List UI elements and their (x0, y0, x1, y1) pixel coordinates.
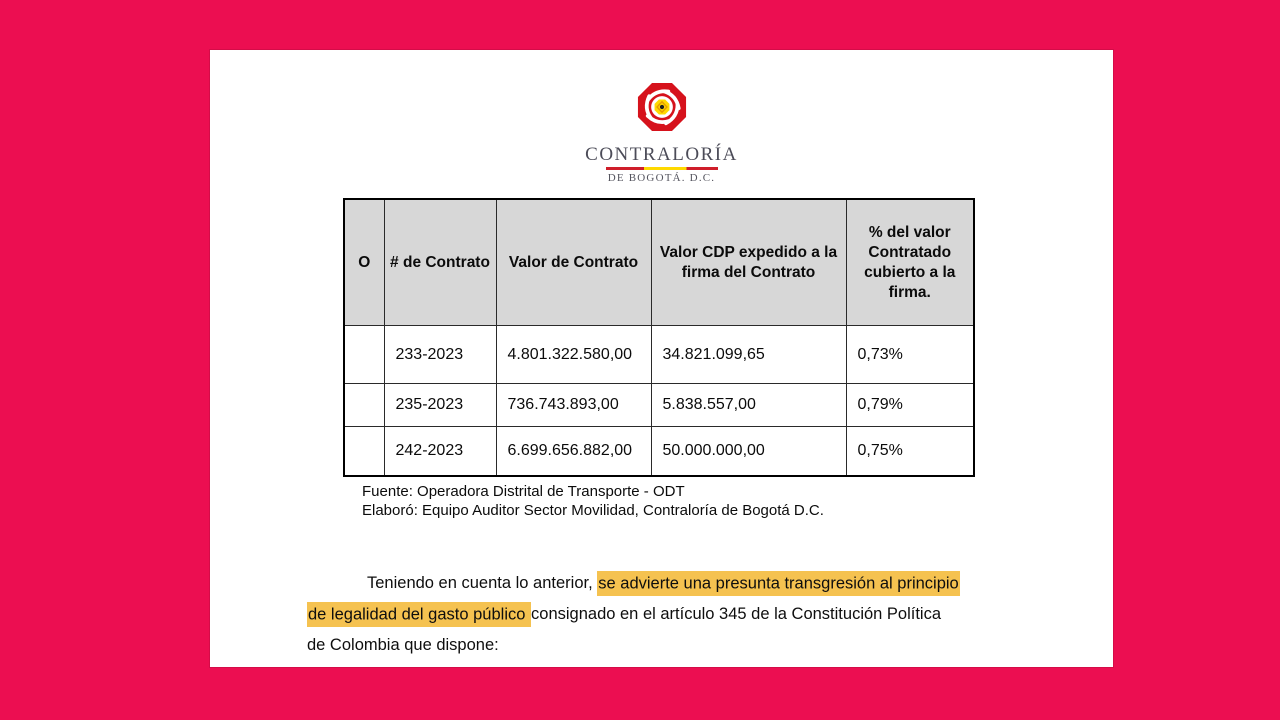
cell-cdp-value: 5.838.557,00 (651, 384, 846, 427)
col-header-cdp-value: Valor CDP expedido a la firma del Contrato (651, 199, 846, 326)
document-page (210, 50, 1113, 667)
logo-divider (606, 167, 718, 170)
text-segment: Teniendo en cuenta lo anterior, (367, 574, 598, 592)
paragraph-line (307, 599, 1027, 630)
cell-empty (344, 384, 384, 427)
logo-org-name: CONTRALORÍA (585, 144, 738, 165)
text-segment: de Colombia que dispone: (307, 636, 499, 654)
table-row (344, 427, 974, 476)
body-paragraph (307, 568, 1027, 661)
col-header-percent-covered: % del valor Contratado cubierto a la firma. (846, 199, 974, 326)
table-row (344, 326, 974, 384)
source-fuente: Fuente: Operadora Distrital de Transporte - ODT (362, 483, 685, 500)
contraloria-logo (210, 76, 1113, 184)
paragraph-line (307, 630, 1027, 661)
highlighted-text-segment: se advierte una presunta transgresión al principio (597, 571, 959, 596)
cell-contract-value: 6.699.656.882,00 (496, 427, 651, 476)
cell-percent-covered: 0,79% (846, 384, 974, 427)
text-segment: consignado en el artículo 345 de la Constitución Política (531, 605, 942, 623)
cell-cdp-value: 50.000.000,00 (651, 427, 846, 476)
cell-cdp-value: 34.821.099,65 (651, 326, 846, 384)
cell-contract-value: 736.743.893,00 (496, 384, 651, 427)
source-notes (362, 482, 824, 520)
pinwheel-logo-icon (631, 76, 693, 138)
cell-contract-number: 235-2023 (384, 384, 496, 427)
col-header-o: O (344, 199, 384, 326)
cell-contract-number: 233-2023 (384, 326, 496, 384)
paragraph-line (307, 568, 1027, 599)
source-elaboro: Elaboró: Equipo Auditor Sector Movilidad, Contraloría de Bogotá D.C. (362, 502, 824, 519)
table-row (344, 384, 974, 427)
cell-percent-covered: 0,73% (846, 326, 974, 384)
cell-empty (344, 427, 384, 476)
highlighted-text-segment: de legalidad del gasto público (307, 602, 531, 627)
cell-empty (344, 326, 384, 384)
table-header-row (344, 199, 974, 326)
col-header-contract-number: # de Contrato (384, 199, 496, 326)
cell-contract-value: 4.801.322.580,00 (496, 326, 651, 384)
contracts-table (343, 198, 975, 477)
logo-org-subtitle: DE BOGOTÁ. D.C. (607, 172, 716, 184)
col-header-contract-value: Valor de Contrato (496, 199, 651, 326)
cell-contract-number: 242-2023 (384, 427, 496, 476)
cell-percent-covered: 0,75% (846, 427, 974, 476)
